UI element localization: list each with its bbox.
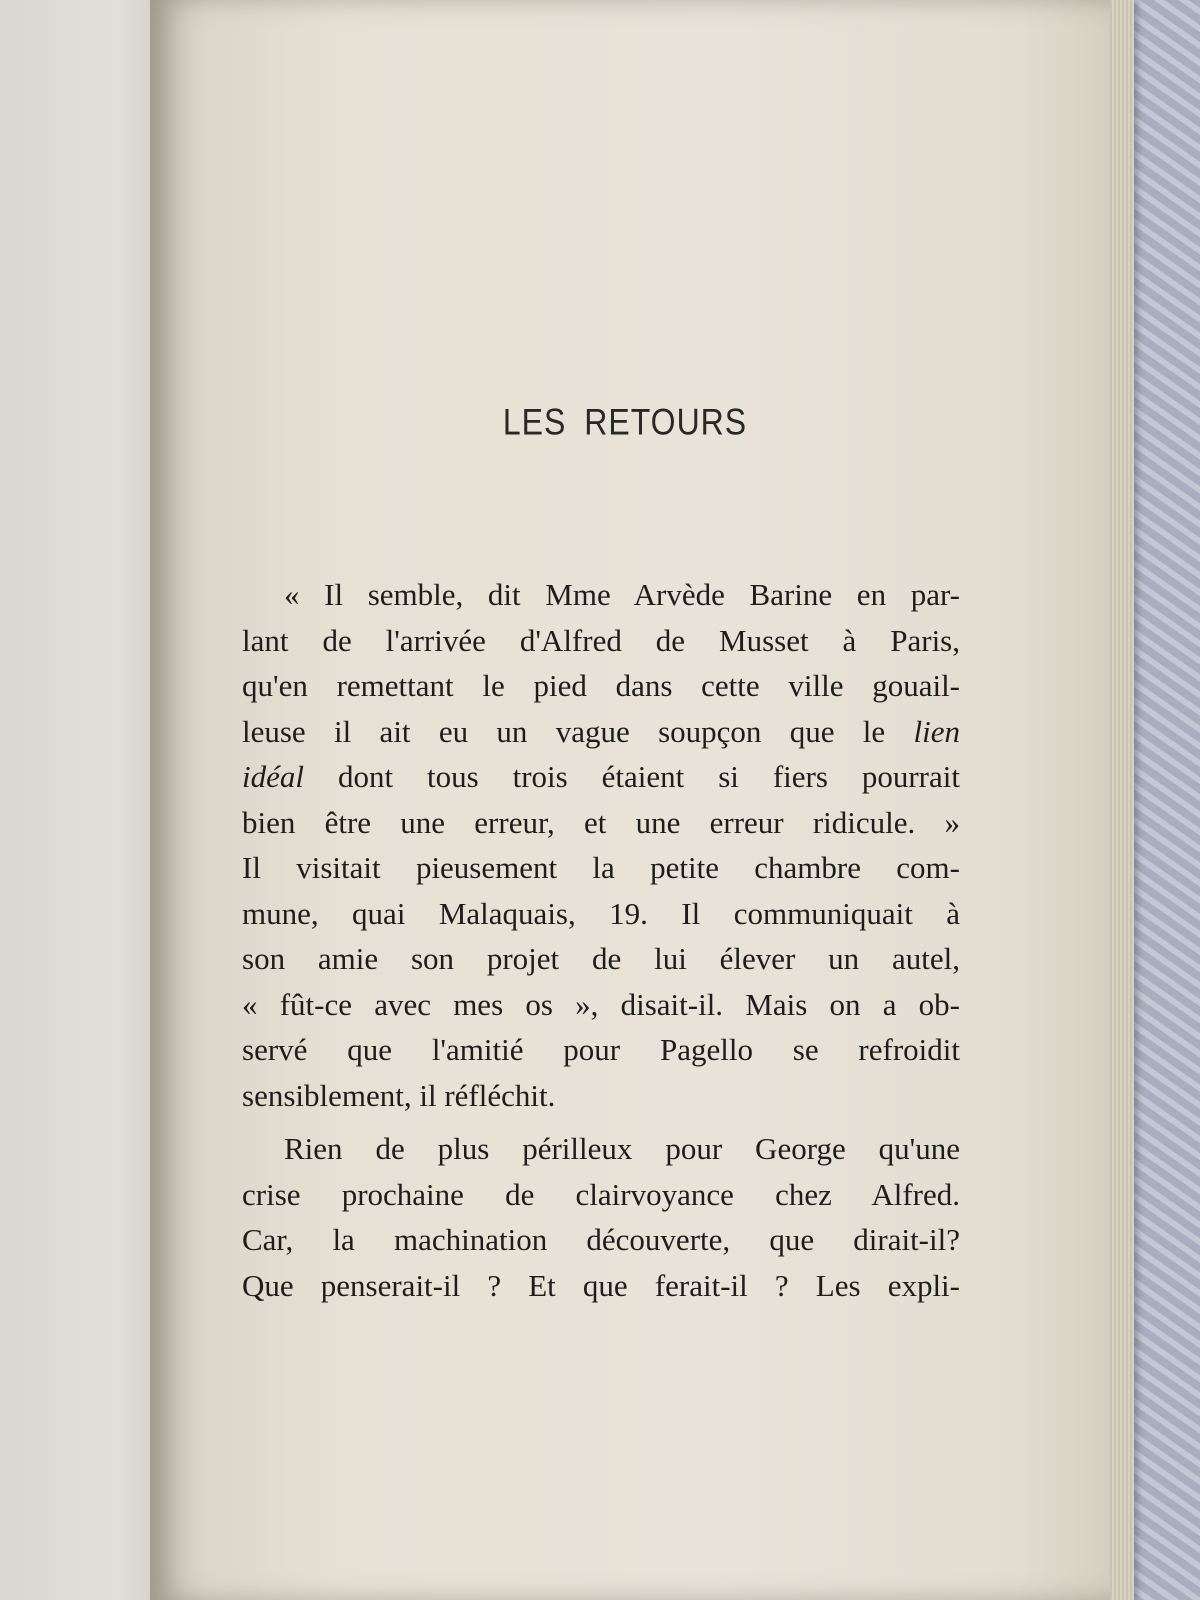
text-line <box>242 754 960 800</box>
text-line: « Il semble, dit Mme Arvède Barine en par- <box>284 577 960 612</box>
text-line: crise prochaine de clairvoyance chez Alfred. <box>242 1176 960 1212</box>
text-line: « fût-ce avec mes os », disait-il. Mais on a ob- <box>242 986 960 1022</box>
paragraph-1 <box>242 572 960 1118</box>
italic-text: lien <box>913 713 960 749</box>
text-line: Que penserait-il ? Et que ferait-il ? Les expli- <box>242 1267 960 1303</box>
text-line: mune, quai Malaquais, 19. Il communiquait à <box>242 895 960 931</box>
paragraph-2 <box>242 1126 960 1308</box>
text-line: sensiblement, il réfléchit. <box>242 1077 556 1113</box>
italic-text: idéal <box>242 759 304 794</box>
text-segment: dont tous trois étaient si fiers pourrait <box>304 759 960 794</box>
text-line: lant de l'arrivée d'Alfred de Musset à Paris, <box>242 622 960 658</box>
book-page <box>150 0 1110 1600</box>
text-line: Rien de plus périlleux pour George qu'une <box>284 1131 960 1166</box>
text-line: servé que l'amitié pour Pagello se refroidit <box>242 1032 960 1067</box>
body-text <box>242 572 960 1308</box>
text-line: son amie son projet de lui élever un autel, <box>242 941 960 976</box>
text-line: Il visitait pieusement la petite chambre com- <box>242 850 960 885</box>
text-line: Car, la machination découverte, que dirait-il? <box>242 1222 960 1257</box>
chapter-title: LES RETOURS <box>502 401 748 443</box>
text-line <box>242 709 960 755</box>
text-segment: leuse il ait eu un vague soupçon que le <box>242 713 914 749</box>
text-line: bien être une erreur, et une erreur ridicule. » <box>242 804 960 840</box>
text-line: qu'en remettant le pied dans cette ville gouail- <box>242 668 960 703</box>
